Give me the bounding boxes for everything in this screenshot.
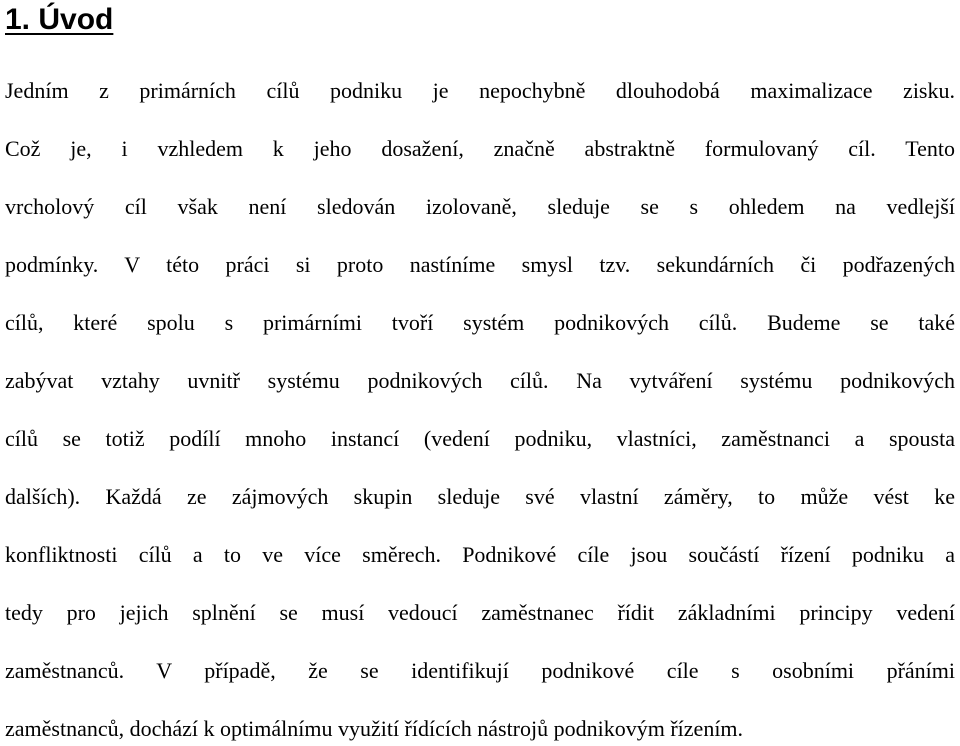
paragraph-line: cílů, které spolu s primárními tvoří systém podnikových cílů. Budeme se také [5,310,955,335]
paragraph-line: cílů se totiž podílí mnoho instancí (vedení podniku, vlastníci, zaměstnanci a spousta [5,426,955,451]
paragraph-line: dalších). Každá ze zájmových skupin sleduje své vlastní záměry, to může vést ke [5,484,955,509]
paragraph-line: zaměstnanců. V případě, že se identifikují podnikové cíle s osobními přáními [5,658,955,683]
paragraph-line: podmínky. V této práci si proto nastíníme smysl tzv. sekundárních či podřazených [5,252,955,277]
paragraph-line: tedy pro jejich splnění se musí vedoucí zaměstnanec řídit základními principy vedení [5,600,955,625]
paragraph-line: konfliktnosti cílů a to ve více směrech. Podnikové cíle jsou součástí řízení podniku a [5,542,955,567]
section-heading: 1. Úvod [5,3,114,36]
paragraph-line: zabývat vztahy uvnitř systému podnikových cílů. Na vytváření systému podnikových [5,368,955,393]
paragraph-line: zaměstnanců, dochází k optimálnímu využití řídících nástrojů podnikovým řízením. [5,716,744,741]
paragraph-line: vrcholový cíl však není sledován izolovaně, sleduje se s ohledem na vedlejší [5,194,955,219]
paragraph-line: Což je, i vzhledem k jeho dosažení, značně abstraktně formulovaný cíl. Tento [5,136,955,161]
paragraph-line: Jedním z primárních cílů podniku je nepochybně dlouhodobá maximalizace zisku. [5,78,955,103]
